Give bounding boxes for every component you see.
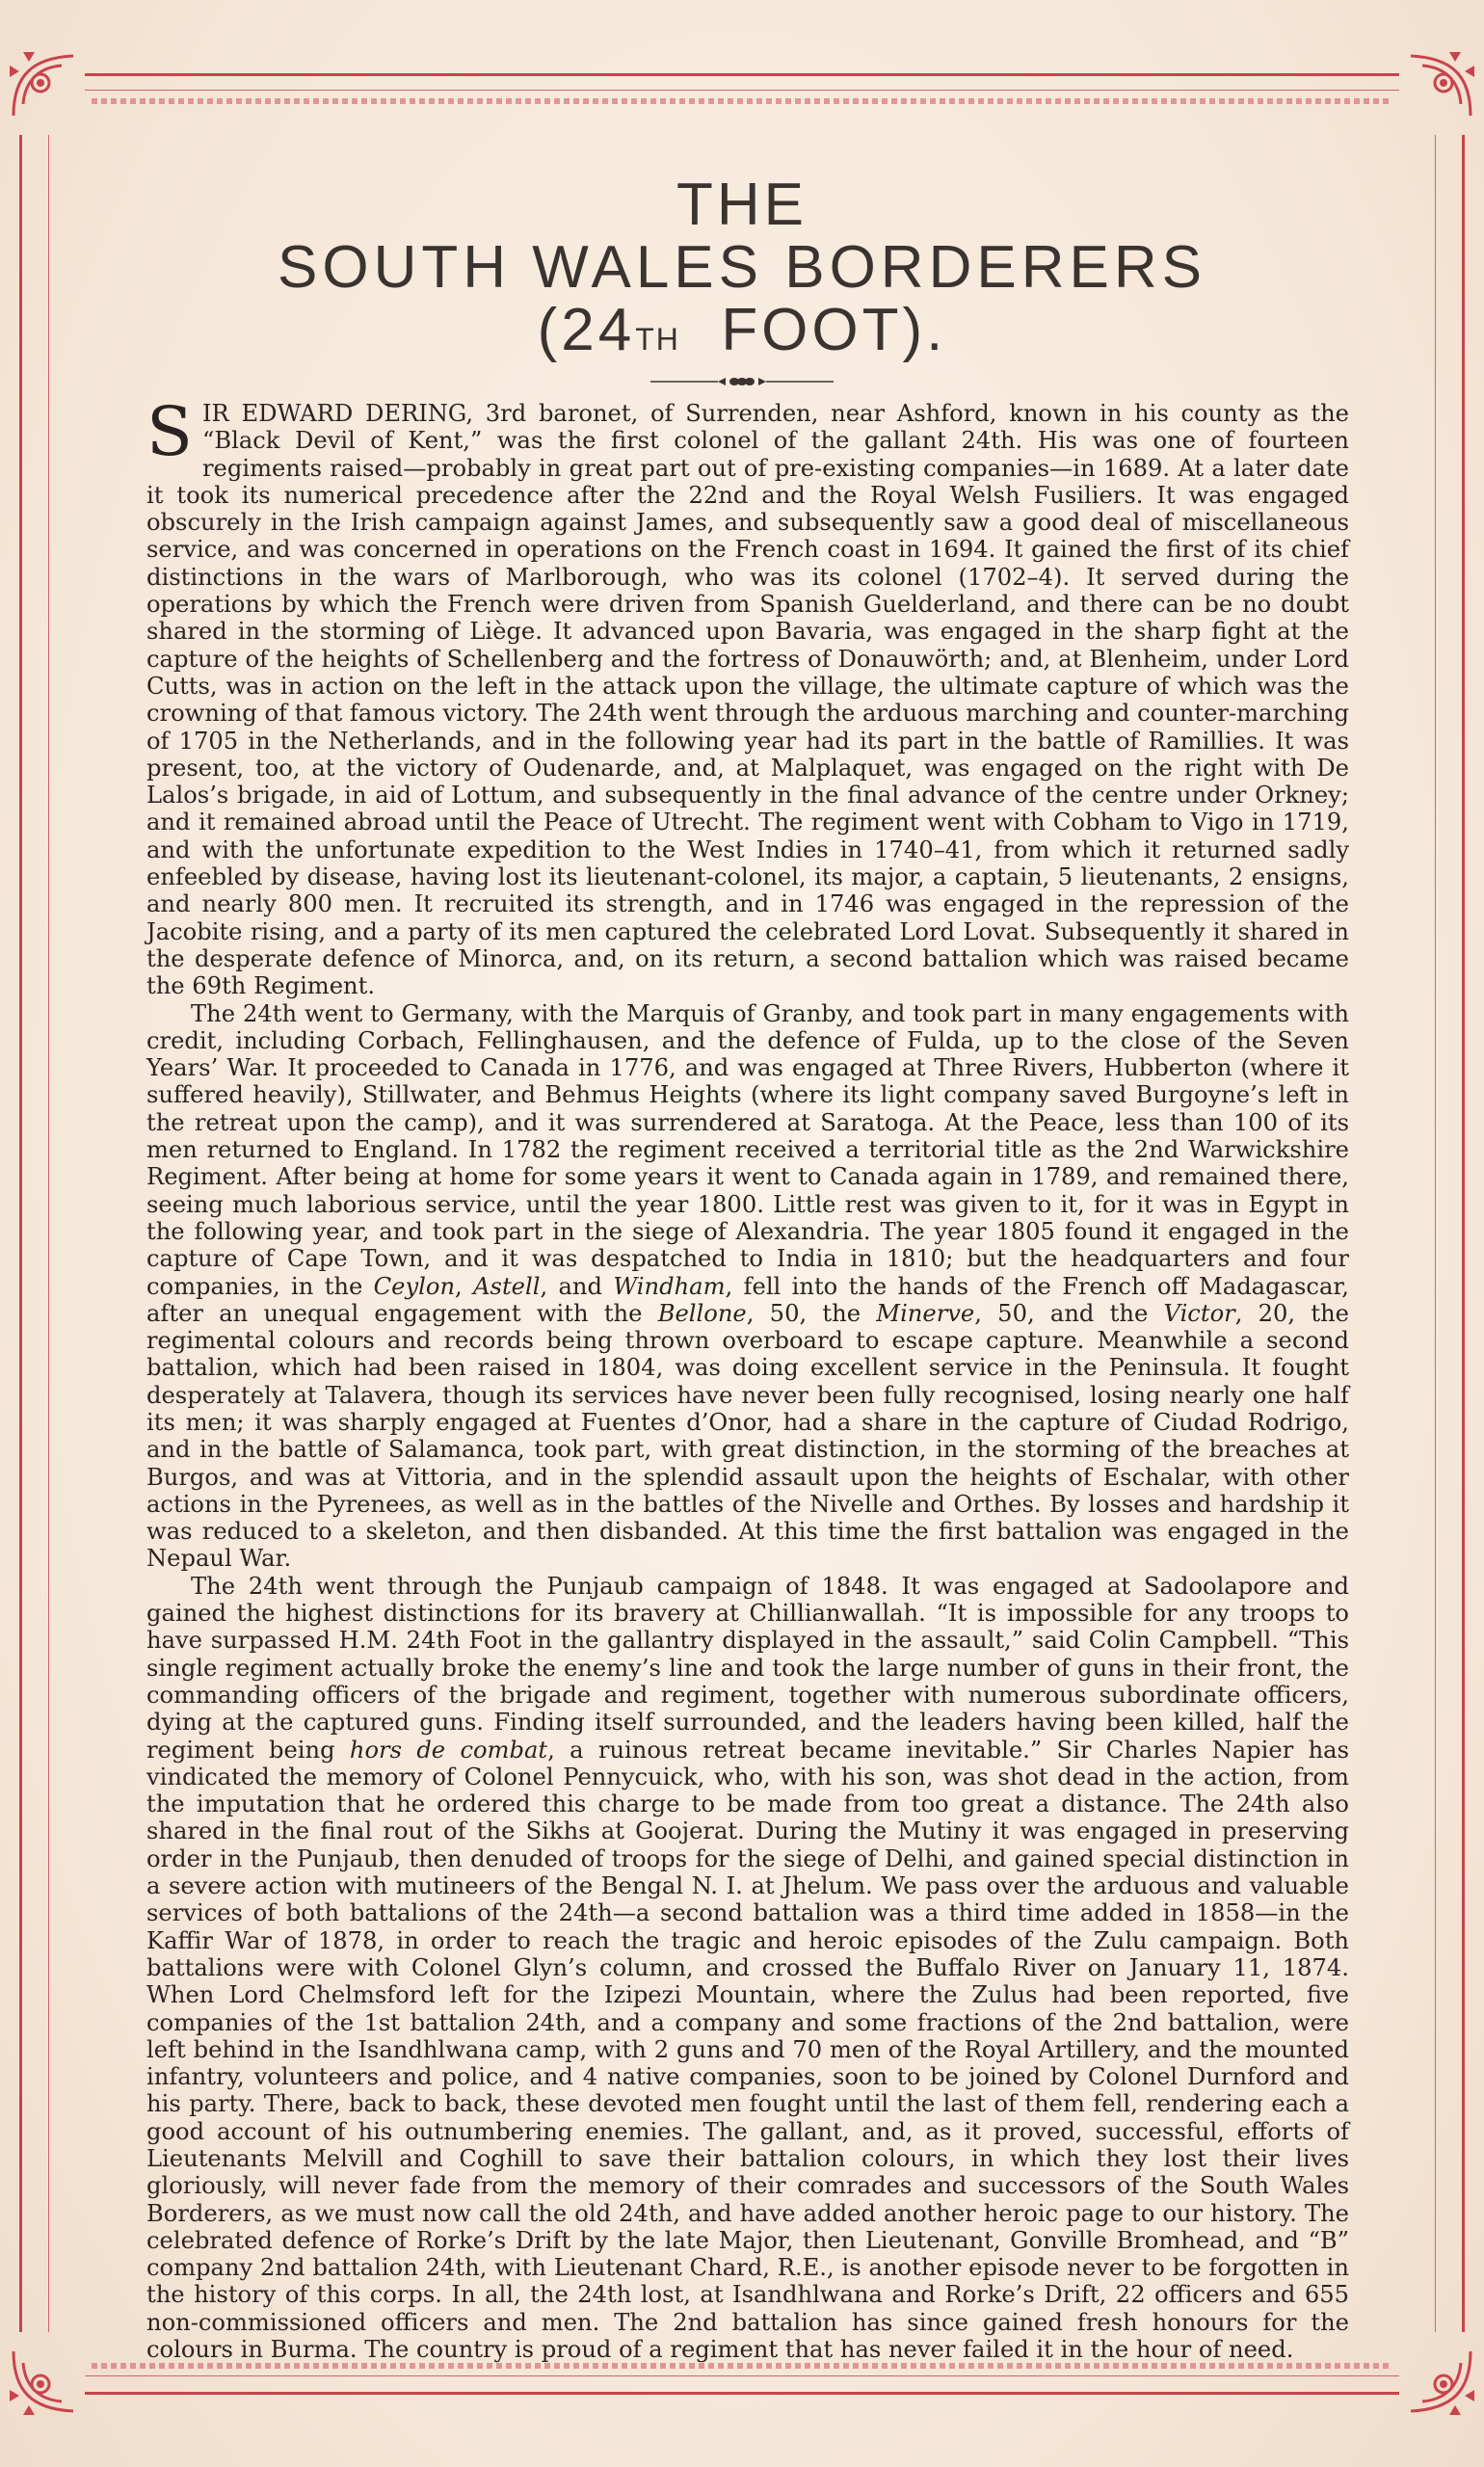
- paragraph-3-text-a: The 24th went through the Punjaub campaign of 1848. It was engaged at Sadoolapore and gained the highest distinctions for its bravery at Chillianwallah. “It is impossible for any troops to have surpassed H.M. 24th Foot in the gallantry displayed in the assault,” said Colin Campbell. “This single regiment actually broke the enemy’s line and took the large number of guns in their front, the commanding officers of the brigade and regiment, together with numerous subordinate officers, dying at the captured guns. Finding itself surrounded, and the leaders having been killed, half the regiment being: [146, 1572, 1349, 1764]
- bottom-border-outer: [85, 2392, 1399, 2395]
- title-line-3: [135, 297, 1349, 364]
- ship-name: Bellone: [657, 1299, 747, 1327]
- left-border-outer: [19, 135, 22, 2332]
- ship-name: Windham: [613, 1272, 726, 1300]
- paragraph-3-text-b: , a ruinous retreat became inevitable.” Sir Charles Napier has vindicated the memory of Colonel Pennycuick, who, with his son, was shot dead in the action, from the imputation that he ordered this charge to be made from too great a distance. The 24th also shared in the final rout of the Sikhs at Goojerat. During the Mutiny it was engaged in preserving order in the Punjaub, then denuded of troops for the siege of Delhi, and gained special distinction in a severe action with mutineers of the Bengal N. I. at Jhelum. We pass over the arduous and valuable services of both battalions of the 24th—a second battalion was a third time added in 1858—in the Kaffir War of 1878, in order to reach the tragic and heroic episodes of the Zulu campaign. Both battalions were with Colonel Glyn’s column, and crossed the Buffalo River on January 11, 1874. When Lord Chelmsford left for the Izipezi Mountain, where the Zulus had been reported, five companies of the 1st battalion 24th, and a company and some fractions of the 2nd battalion, were left behind in the Isandhlwana camp, with 2 guns and 70 men of the Royal Artillery, and the mounted infantry, volunteers and police, and 4 native companies, soon to be joined by Colonel Durnford and his party. There, back to back, these devoted men fought until the last of them fell, rendering each a good account of his outnumbering enemies. The gallant, and, as it proved, successful, efforts of Lieutenants Melvill and Coghill to save their battalion colours, in which they lost their lives gloriously, will never fade from the memory of their comrades and successors of the South Wales Borderers, as we must now call the old 24th, and have added another heroic page to our history. The celebrated defence of Rorke’s Drift by the late Major, then Lieutenant, Gonville Bromhead, and “B” company 2nd battalion 24th, with Lieutenant Chard, R.E., is another episode never to be forgotten in the history of this corps. In all, the 24th lost, at Isandhlwana and Rorke’s Drift, 22 officers and 655 non-commissioned officers and men. The 2nd battalion has since gained fresh honours for the colours in Burma. The country is proud of a regiment that has never failed it in the hour of need.: [146, 1736, 1349, 2364]
- paragraph-2: [146, 1000, 1349, 1573]
- title-line-1: THE: [676, 172, 808, 238]
- paragraph-2-text-b: , fell into the hands of the French off Madagascar, after an unequal engagement with the: [146, 1272, 1349, 1327]
- bottom-border-dashes: [92, 2363, 1392, 2369]
- left-border-inner: [48, 135, 49, 2332]
- drop-cap: S: [146, 392, 193, 471]
- separator: ,: [455, 1272, 474, 1300]
- paragraph-3: [146, 1573, 1349, 2364]
- right-border-outer: [1462, 135, 1465, 2332]
- title-line-3-open: (24: [537, 297, 636, 364]
- paragraph-2-text-c: , 50, the: [746, 1299, 877, 1327]
- title-line-2: SOUTH WALES BORDERERS: [278, 234, 1206, 302]
- title-line-3-ordinal: TH: [635, 322, 680, 358]
- italic-phrase: hors de combat: [349, 1736, 548, 1764]
- ship-name: Ceylon: [373, 1272, 456, 1300]
- ship-name: Minerve: [876, 1299, 975, 1327]
- paragraph-2-text-e: , 20, the regimental colours and records being thrown overboard to escape capture. Meanwhile a second battalion, which had been raised in 1804, was doing excellent service in the Peninsula. It fought desperately at Talavera, though its services have never been fully recognised, losing nearly one half its men; it was sharply engaged at Fuentes d’Onor, had a share in the capture of Ciudad Rodrigo, and in the battle of Salamanca, took part, with great distinction, in the storming of the breaches at Burgos, and was at Vittoria, and in the splendid assault upon the heights of Eschalar, with other actions in the Pyrenees, as well as in the battles of the Nivelle and Orthes. By losses and hardship it was reduced to a skeleton, and then disbanded. At this time the first battalion was engaged in the Nepaul War.: [146, 1299, 1349, 1573]
- bottom-border-inner: [85, 2375, 1399, 2376]
- right-border-inner: [1435, 135, 1436, 2332]
- ship-name: Astell: [473, 1272, 541, 1300]
- paragraph-2-text-a: The 24th went to Germany, with the Marquis of Granby, and took part in many engagements with credit, including Corbach, Fellinghausen, and the defence of Fulda, up to the close of the Seven Years’ War. It proceeded to Canada in 1776, and was engaged at Three Rivers, Hubberton (where it suffered heavily), Stillwater, and Behmus Heights (where its light company saved Burgoyne’s left in the retreat upon the camp), and it was surrendered at Saratoga. At the Peace, less than 100 of its men returned to England. In 1782 the regiment received a territorial title as the 2nd Warwickshire Regiment. After being at home for some years it went to Canada again in 1789, and remained there, seeing much laborious service, until the year 1800. Little rest was given to it, for it was in Egypt in the following year, and took part in the siege of Alexandria. The year 1805 found it engaged in the capture of Cape Town, and it was despatched to India in 1810; but the headquarters and four companies, in the: [146, 999, 1349, 1300]
- page-title: [135, 173, 1349, 388]
- corner-ornament-top-left-icon: [4, 46, 83, 125]
- paragraph-1: [146, 392, 1349, 1000]
- paragraph-2-text-d: , 50, and the: [974, 1299, 1164, 1327]
- ship-name: Victor: [1163, 1299, 1235, 1327]
- title-divider-ornament-icon: [650, 375, 834, 388]
- separator: , and: [540, 1272, 614, 1300]
- paragraph-1-text: IR EDWARD DERING, 3rd baronet, of Surrenden, near Ashford, known in his county as the “Black Devil of Kent,” was the first colonel of the gallant 24th. His was one of fourteen regiments raised—probably in great part out of pre-existing companies—in 1689. At a later date it took its numerical precedence after the 22nd and the Royal Welsh Fusiliers. It was engaged obscurely in the Irish campaign against James, and subsequently saw a good deal of miscellaneous service, and was concerned in operations on the French coast in 1694. It gained the first of its chief distinctions in the wars of Marlborough, who was its colonel (1702–4). It served during the operations by which the French were driven from Spanish Guelderland, and there can be no doubt shared in the storming of Liège. It advanced upon Bavaria, was engaged in the sharp fight at the capture of the heights of Schellenberg and the fortress of Donauwörth; and, at Blenheim, under Lord Cutts, was in action on the left in the attack upon the village, the ultimate capture of which was the crowning of that famous victory. The 24th went through the arduous marching and counter-marching of 1705 in the Netherlands, and in the following year had its part in the battle of Ramillies. It was present, too, at the victory of Oudenarde, and, at Malplaquet, was engaged on the right with De Lalos’s brigade, in aid of Lottum, and subsequently in the final advance of the centre under Orkney; and it remained abroad until the Peace of Utrecht. The regiment went with Cobham to Vigo in 1719, and with the unfortunate expedition to the West Indies in 1740–41, from which it returned sadly enfeebled by disease, having lost its lieutenant-colonel, its major, a captain, 5 lieutenants, 2 ensigns, and nearly 800 men. It recruited its strength, and in 1746 was engaged in the repression of the Jacobite rising, and a party of its men captured the celebrated Lord Lovat. Subsequently it shared in the desperate defence of Minorca, and, on its return, a second battalion which was raised became the 69th Regiment.: [146, 400, 1349, 1000]
- corner-ornament-bottom-left-icon: [4, 2342, 83, 2421]
- top-border-dashes: [92, 98, 1392, 104]
- title-line-3-close: FOOT).: [721, 297, 947, 364]
- corner-ornament-bottom-right-icon: [1401, 2342, 1480, 2421]
- top-border-outer: [85, 73, 1399, 76]
- top-border-inner: [85, 90, 1399, 91]
- corner-ornament-top-right-icon: [1401, 46, 1480, 125]
- article-body: [146, 392, 1349, 2364]
